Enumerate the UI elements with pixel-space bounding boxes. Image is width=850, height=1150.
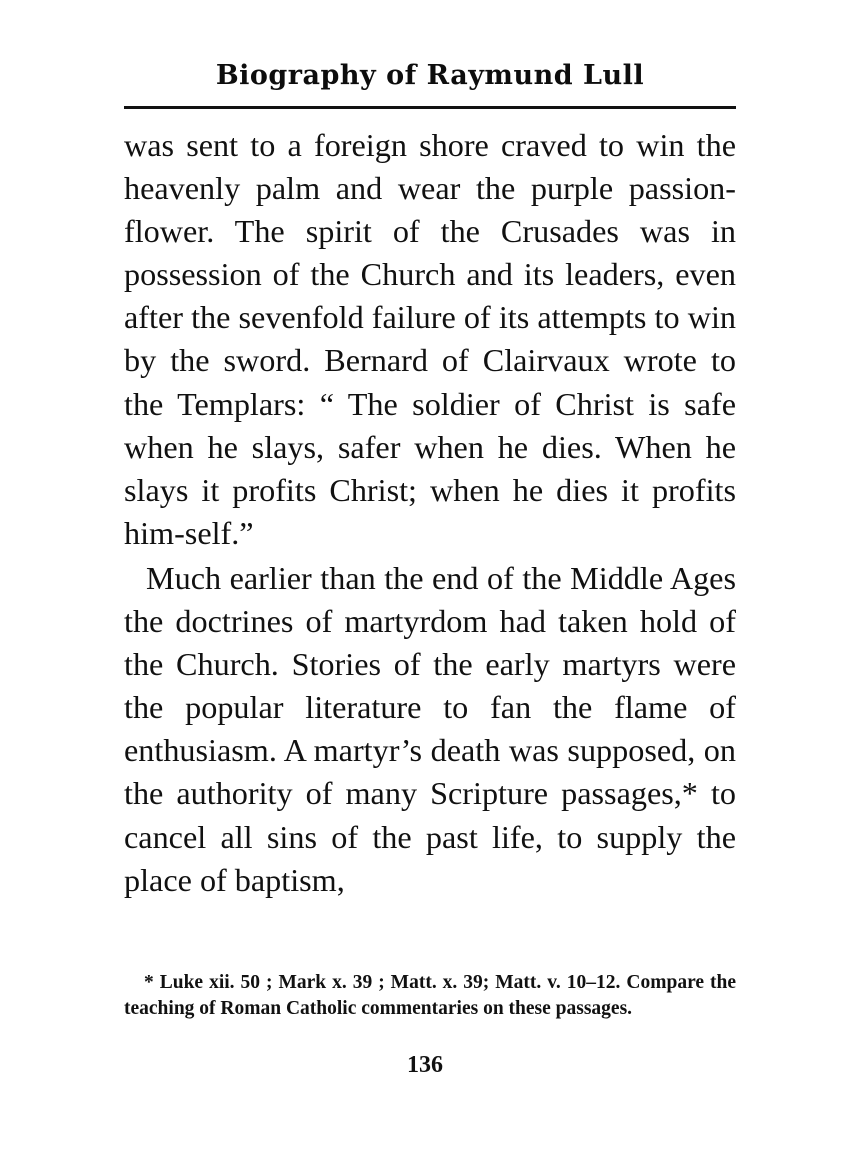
- paragraph-martyrdom: Much earlier than the end of the Middle Ages the doctrines of martyrdom had taken hold of the Church. Stories of the early martyrs were the popular literature to fan the flame of enthusiasm. A martyr’s death was supposed, on the authority of many Scripture passages,* to cancel all sins of the past life, to supply the place of baptism,: [124, 559, 736, 898]
- footnote-text: * Luke xii. 50 ; Mark x. 39 ; Matt. x. 39; Matt. v. 10–12. Compare the teaching of Roman Catholic commentaries on these passages.: [124, 972, 736, 1019]
- paragraph-continued: was sent to a foreign shore craved to win the heavenly palm and wear the purple passion-flower. The spirit of the Crusades was in possession of the Church and its leaders, even after the sevenfold failure of its attempts to win by the sword. Bernard of Clairvaux wrote to the Templars: “ The soldier of Christ is safe when he slays, safer when he dies. When he slays it profits Christ; when he dies it profits him-self.”: [124, 127, 736, 551]
- running-title: Biography of Raymund Lull: [215, 60, 645, 91]
- footnote: [124, 970, 736, 1022]
- page-number: 136: [407, 1052, 443, 1078]
- body-text: [124, 124, 736, 902]
- header-rule: [124, 106, 736, 109]
